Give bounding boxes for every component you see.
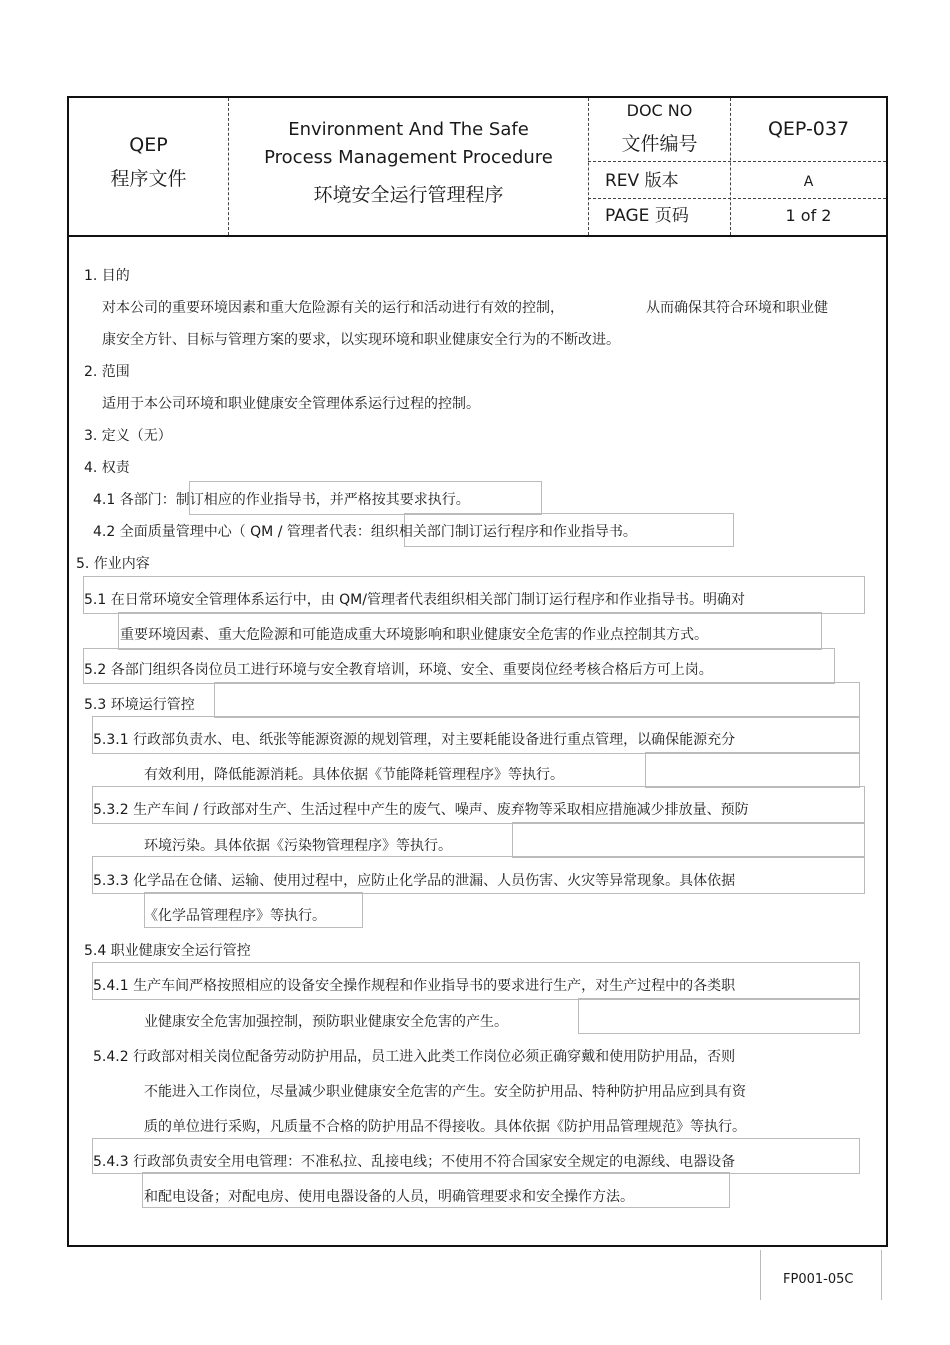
title-cn: 环境安全运行管理程序	[313, 184, 504, 206]
section-5-4-1: 5.4.1 生产车间严格按照相应的设备安全操作规程和作业指导书的要求进行生产，对生产过程中的各类职	[93, 978, 736, 994]
section-5-3-1: 5.3.1 行政部负责水、电、纸张等能源资源的规划管理，对主要耗能设备进行重点管理，以确保能源充分	[93, 732, 736, 748]
header-divider	[588, 161, 886, 162]
outline-box	[214, 682, 860, 718]
section-5-4-3: 5.4.3 行政部负责安全用电管理：不准私拉、乱接电线；不使用不符合国家安全规定的电源线、电器设备	[93, 1154, 736, 1170]
section-5-3-3: 5.3.3 化学品在仓储、运输、使用过程中，应防止化学品的泄漏、人员伤害、火灾等异常现象。具体依据	[93, 873, 736, 889]
section-5-3-2: 环境污染。具体依据《污染物管理程序》等执行。	[144, 838, 452, 854]
outline-box	[578, 998, 860, 1034]
section-1-text: 从而确保其符合环境和职业健	[646, 300, 828, 316]
title-en-line1: Environment And The Safe	[288, 119, 529, 140]
section-4-title: 4. 权责	[84, 460, 130, 476]
section-4-2: 4.2 全面质量管理中心（ QM / 管理者代表：组织相关部门制订运行程序和作业指导书。	[93, 524, 637, 540]
section-5-3-2: 5.3.2 生产车间 / 行政部对生产、生活过程中产生的废气、噪声、废弃物等采取相应措施减少排放量、预防	[93, 802, 749, 818]
page-label: PAGE 页码	[605, 206, 689, 226]
section-4-1: 4.1 各部门：制订相应的作业指导书，并严格按其要求执行。	[93, 492, 470, 508]
doc-no-label-cn: 文件编号	[621, 133, 698, 155]
outline-box	[512, 822, 865, 858]
section-5-2: 5.2 各部门组织各岗位员工进行环境与安全教育培训，环境、安全、重要岗位经考核合格后方可上岗。	[84, 662, 713, 678]
section-5-title: 5. 作业内容	[76, 556, 150, 572]
doc-no-label-en: DOC NO	[626, 101, 693, 120]
form-code: FP001-05C	[783, 1272, 854, 1287]
rev-value: A	[803, 174, 814, 190]
company-doc-type: 程序文件	[110, 168, 187, 190]
section-5-4: 5.4 职业健康安全运行管控	[84, 943, 251, 959]
section-5-3: 5.3 环境运行管控	[84, 697, 195, 713]
outline-box	[645, 752, 860, 788]
section-5-3-3: 《化学品管理程序》等执行。	[144, 908, 326, 924]
section-1-title: 1. 目的	[84, 268, 130, 284]
section-1-text: 对本公司的重要环境因素和重大危险源有关的运行和活动进行有效的控制，	[102, 300, 564, 316]
header-divider	[588, 198, 886, 199]
section-5-4-2: 5.4.2 行政部对相关岗位配备劳动防护用品，员工进入此类工作岗位必须正确穿戴和使用防护用品，否则	[93, 1049, 736, 1065]
document-header	[69, 98, 886, 237]
section-2-title: 2. 范围	[84, 364, 130, 380]
title-en-line2: Process Management Procedure	[264, 147, 553, 168]
section-5-4-2: 质的单位进行采购，凡质量不合格的防护用品不得接收。具体依据《防护用品管理规范》等执行。	[144, 1119, 746, 1135]
section-5-1: 5.1 在日常环境安全管理体系运行中，由 QM/管理者代表组织相关部门制订运行程序和作业指导书。明确对	[84, 592, 745, 608]
section-5-4-1: 业健康安全危害加强控制，预防职业健康安全危害的产生。	[144, 1014, 508, 1030]
section-5-3-1: 有效利用，降低能源消耗。具体依据《节能降耗管理程序》等执行。	[144, 767, 564, 783]
section-1-text: 康安全方针、目标与管理方案的要求，以实现环境和职业健康安全行为的不断改进。	[102, 332, 620, 348]
section-2-text: 适用于本公司环境和职业健康安全管理体系运行过程的控制。	[102, 396, 480, 412]
doc-no-value: QEP-037	[767, 118, 850, 140]
section-5-1: 重要环境因素、重大危险源和可能造成重大环境影响和职业健康安全危害的作业点控制其方式。	[120, 627, 708, 643]
page-value: 1 of 2	[785, 206, 832, 225]
company-code: QEP	[129, 134, 168, 156]
section-5-4-3: 和配电设备；对配电房、使用电器设备的人员，明确管理要求和安全操作方法。	[144, 1189, 634, 1205]
section-5-4-2: 不能进入工作岗位，尽量减少职业健康安全危害的产生。安全防护用品、特种防护用品应到具有资	[144, 1084, 746, 1100]
section-3-title: 3. 定义（无）	[84, 428, 172, 444]
rev-label: REV 版本	[605, 171, 679, 191]
